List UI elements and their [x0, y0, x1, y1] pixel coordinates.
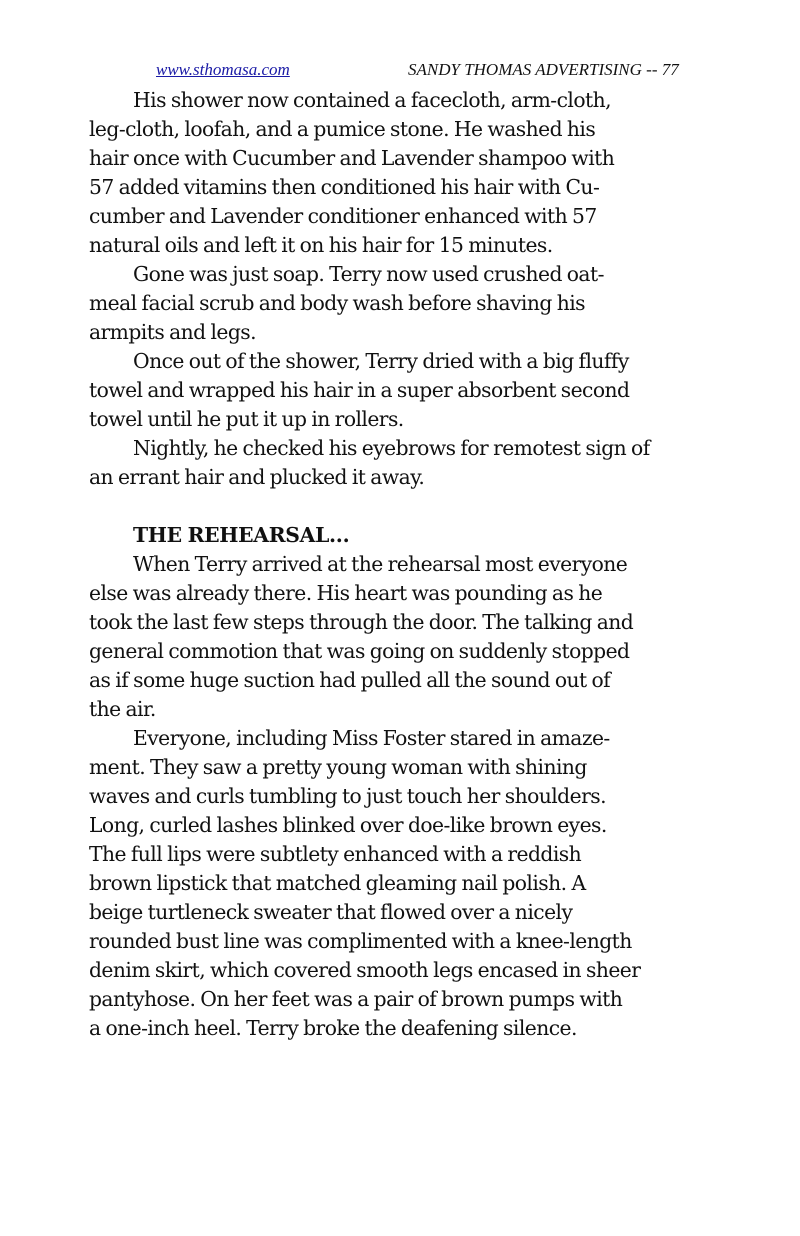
text-line: Gone was just soap. Terry now used crushed oat-	[133, 262, 604, 286]
text-line: armpits and legs.	[89, 320, 257, 344]
text-line: pantyhose. On her feet was a pair of brown pumps with	[89, 987, 623, 1011]
text-line: denim skirt, which covered smooth legs encased in sheer	[89, 958, 641, 982]
text-line: general commotion that was going on suddenly stopped	[89, 639, 630, 663]
text-line: ment. They saw a pretty young woman with shining	[89, 755, 587, 779]
text-line: towel until he put it up in rollers.	[89, 407, 404, 431]
text-line: as if some huge suction had pulled all the sound out of	[89, 668, 611, 692]
text-line: When Terry arrived at the rehearsal most everyone	[133, 552, 628, 576]
text-line: the air.	[89, 697, 156, 721]
text-line: Once out of the shower, Terry dried with a big fluffy	[133, 349, 629, 373]
text-line: brown lipstick that matched gleaming nail polish. A	[89, 871, 586, 895]
text-line: 57 added vitamins then conditioned his hair with Cu-	[89, 175, 600, 199]
text-line: took the last few steps through the door. The talking and	[89, 610, 634, 634]
text-line: Everyone, including Miss Foster stared in amaze-	[133, 726, 610, 750]
text-line: natural oils and left it on his hair for 15 minutes.	[89, 233, 553, 257]
section-heading: THE REHEARSAL...	[133, 523, 350, 547]
text-line: towel and wrapped his hair in a super absorbent second	[89, 378, 630, 402]
text-line: a one-inch heel. Terry broke the deafening silence.	[89, 1016, 577, 1040]
text-line: meal facial scrub and body wash before shaving his	[89, 291, 586, 315]
text-line: The full lips were subtlety enhanced with a reddish	[89, 842, 582, 866]
blank-line	[89, 492, 739, 521]
text-line: Long, curled lashes blinked over doe-like brown eyes.	[89, 813, 607, 837]
website-link[interactable]: www.sthomasa.com	[156, 60, 290, 79]
body-text	[89, 86, 739, 1043]
text-line: hair once with Cucumber and Lavender shampoo with	[89, 146, 615, 170]
running-title: SANDY THOMAS ADVERTISING -- 77	[408, 60, 679, 79]
text-line: rounded bust line was complimented with a knee-length	[89, 929, 632, 953]
text-line: else was already there. His heart was pounding as he	[89, 581, 603, 605]
paragraph	[89, 434, 739, 492]
page-header	[0, 60, 800, 84]
text-line: cumber and Lavender conditioner enhanced with 57	[89, 204, 597, 228]
paragraph	[89, 86, 739, 260]
paragraph	[89, 347, 739, 434]
text-line: leg-cloth, loofah, and a pumice stone. He washed his	[89, 117, 596, 141]
text-line: Nightly, he checked his eyebrows for remotest sign of	[133, 436, 650, 460]
text-line: waves and curls tumbling to just touch her shoulders.	[89, 784, 606, 808]
text-line: His shower now contained a facecloth, arm-cloth,	[133, 88, 611, 112]
paragraph	[89, 550, 739, 724]
text-line: beige turtleneck sweater that flowed over a nicely	[89, 900, 573, 924]
text-line: an errant hair and plucked it away.	[89, 465, 425, 489]
paragraph	[89, 724, 739, 1043]
paragraph	[89, 260, 739, 347]
